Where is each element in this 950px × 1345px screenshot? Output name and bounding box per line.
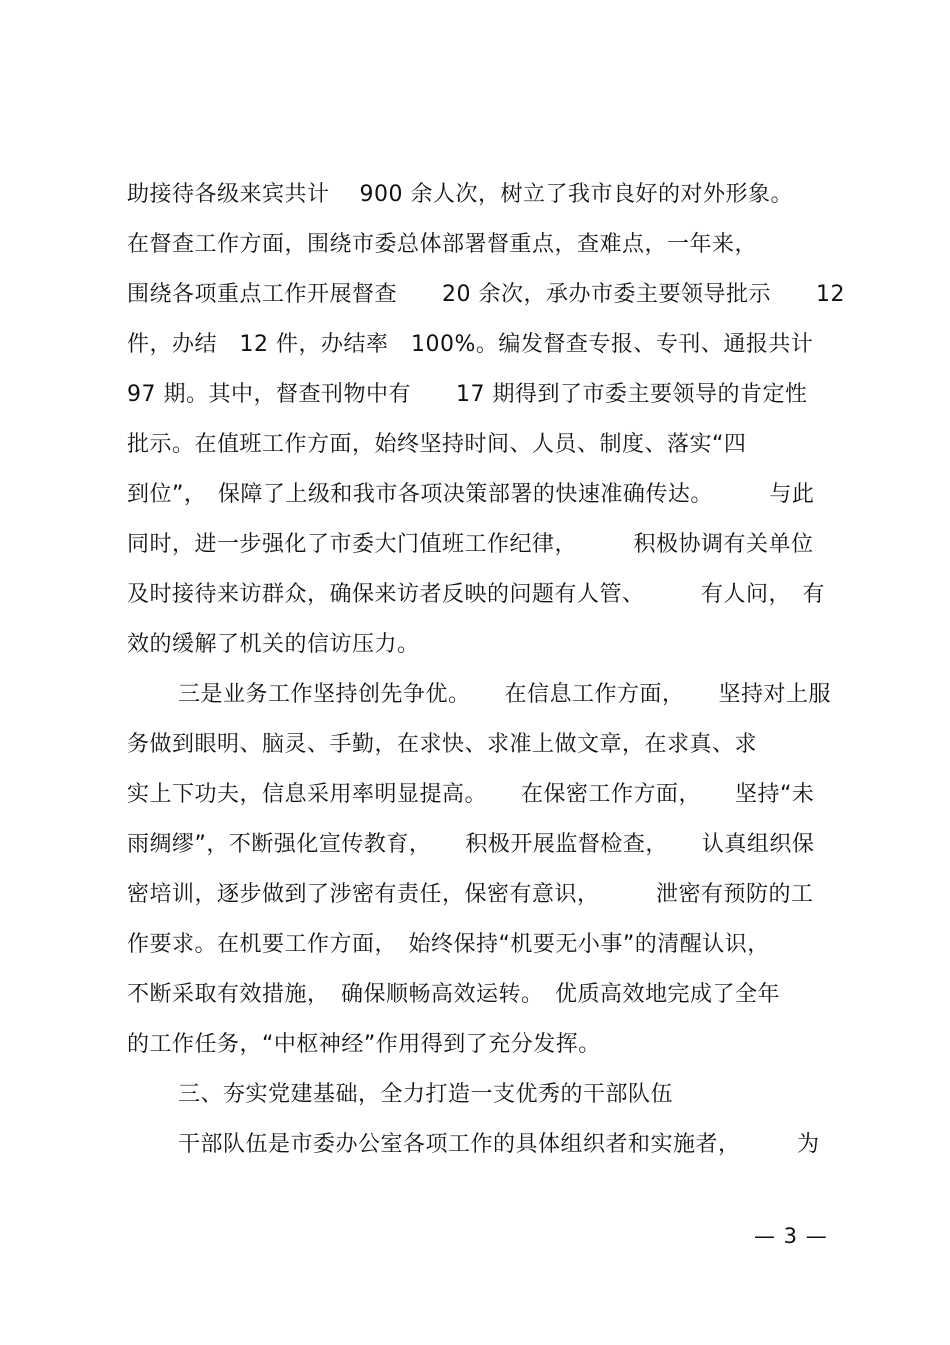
body-text-line: 实上下功夫，信息采用率明显提高。 在保密工作方面， 坚持“未	[127, 782, 815, 807]
body-text-line: 到位”， 保障了上级和我市各项决策部署的快速准确传达。 与此	[127, 482, 815, 507]
paragraph-first-line: 干部队伍是市委办公室各项工作的具体组织者和实施者， 为	[178, 1132, 820, 1157]
body-text-line: 作要求。在机要工作方面， 始终保持“机要无小事”的清醒认识，	[127, 932, 770, 957]
body-text-line: 在督查工作方面，围绕市委总体部署督重点，查难点，一年来，	[127, 232, 758, 257]
body-text-line: 不断采取有效措施， 确保顺畅高效运转。 优质高效地完成了全年	[127, 982, 781, 1007]
body-text-line: 及时接待来访群众，确保来访者反映的问题有人管、 有人问， 有	[127, 582, 826, 607]
body-text-line: 助接待各级来宾共计 900 余人次，树立了我市良好的对外形象。	[127, 182, 793, 207]
body-text-line: 件，办结 12 件，办结率 100%。编发督查专报、专刊、通报共计	[127, 332, 814, 357]
body-text-line: 务做到眼明、脑灵、手勤，在求快、求准上做文章，在求真、求	[127, 732, 758, 757]
page-number: — 3 —	[754, 1224, 828, 1248]
body-text-line: 雨绸缪”，不断强化宣传教育， 积极开展监督检查， 认真组织保	[127, 832, 815, 857]
body-text-line: 的工作任务，“中枢神经”作用得到了充分发挥。	[127, 1032, 601, 1057]
paragraph-first-line: 三是业务工作坚持创先争优。 在信息工作方面， 坚持对上服	[178, 682, 832, 707]
body-text-line: 密培训，逐步做到了涉密有责任，保密有意识， 泄密有预防的工	[127, 882, 814, 907]
body-text-line: 同时，进一步强化了市委大门值班工作纪律， 积极协调有关单位	[127, 532, 814, 557]
body-text-line: 效的缓解了机关的信访压力。	[127, 632, 420, 657]
body-text-line: 批示。在值班工作方面，始终坚持时间、人员、制度、落实“四	[127, 432, 747, 457]
body-text-line: 围绕各项重点工作开展督查 20 余次，承办市委主要领导批示 12	[127, 282, 845, 307]
body-text-line: 97 期。其中，督查刊物中有 17 期得到了市委主要领导的肯定性	[127, 382, 808, 407]
section-heading: 三、夯实党建基础，全力打造一支优秀的干部队伍	[178, 1082, 674, 1107]
